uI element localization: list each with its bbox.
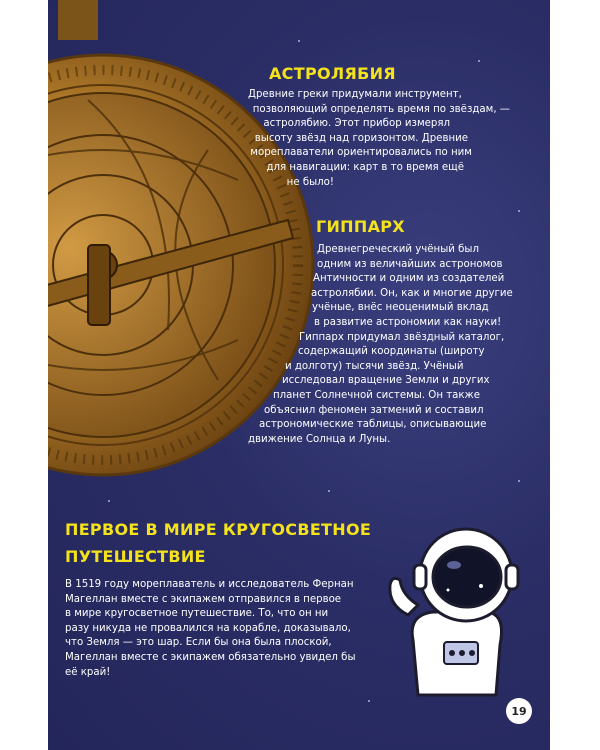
star <box>368 700 370 702</box>
hipparchus-text <box>248 243 538 447</box>
text-line: одним из величайших астрономов <box>317 258 503 270</box>
section-title-voyage-line1: ПЕРВОЕ В МИРЕ КРУГОСВЕТНОЕ <box>65 520 372 539</box>
text-line: разу никуда не провалился на корабле, доказывало, <box>65 622 351 634</box>
star <box>108 500 110 502</box>
book-page <box>48 0 550 750</box>
text-line: учёные, внёс неоценимый вклад <box>312 302 489 314</box>
text-line: Гиппарх придумал звёздный каталог, <box>299 331 505 343</box>
astronaut-visor <box>433 547 501 607</box>
text-line: не было! <box>286 176 334 188</box>
text-line: Древнегреческий учёный был <box>317 244 479 255</box>
star <box>518 210 520 212</box>
text-line: астролябию. Этот прибор измерял <box>263 118 450 130</box>
left-margin <box>0 0 48 750</box>
astrolabe-text <box>248 88 512 190</box>
text-line: астролябии. Он, как и многие другие <box>311 287 513 299</box>
text-line: движение Солнца и Луны. <box>248 433 391 445</box>
star <box>328 490 330 492</box>
text-line: Магеллан вместе с экипажем обязательно увидел бы <box>65 651 356 663</box>
text-line: что Земля — это шар. Если бы она была плоской, <box>65 637 332 649</box>
astrolabe-throne <box>58 0 98 40</box>
text-line: планет Солнечной системы. Он также <box>273 389 480 401</box>
astronaut-illustration <box>378 520 528 700</box>
text-line: объяснил феномен затмений и составил <box>264 404 484 416</box>
text-line: позволяющий определять время по звёздам, — <box>252 103 510 115</box>
text-line: астрономические таблицы, описывающие <box>259 419 487 431</box>
text-line: Магеллан вместе с экипажем отправился в первое <box>65 593 342 605</box>
text-line: высоту звёзд над горизонтом. Древние <box>254 132 468 144</box>
text-line: В 1519 году мореплаватель и исследователь Фернан <box>65 579 354 590</box>
page-number: 19 <box>506 698 532 724</box>
text-line: её край! <box>65 666 111 678</box>
right-margin <box>550 0 600 750</box>
section-title-voyage-line2: ПУТЕШЕСТВИЕ <box>65 547 206 566</box>
text-line: в развитие астрономии как науки! <box>314 316 502 328</box>
star <box>518 480 520 482</box>
text-line: Античности и одним из создателей <box>313 273 505 285</box>
section-title-hipparchus: ГИППАРХ <box>316 217 405 236</box>
text-line: и долготу) тысячи звёзд. Учёный <box>285 360 464 372</box>
text-line: Древние греки придумали инструмент, <box>248 89 462 100</box>
star <box>478 60 480 62</box>
text-line: содержащий координаты (широту <box>298 346 485 358</box>
voyage-text <box>65 578 365 680</box>
text-line: мореплаватели ориентировались по ним <box>250 147 472 159</box>
text-line: в мире кругосветное путешествие. То, что он ни <box>65 608 329 620</box>
text-line: для навигации: карт в то время ещё <box>266 161 464 173</box>
text-line: исследовал вращение Земли и других <box>282 375 490 387</box>
section-title-astrolabe: АСТРОЛЯБИЯ <box>269 64 396 83</box>
